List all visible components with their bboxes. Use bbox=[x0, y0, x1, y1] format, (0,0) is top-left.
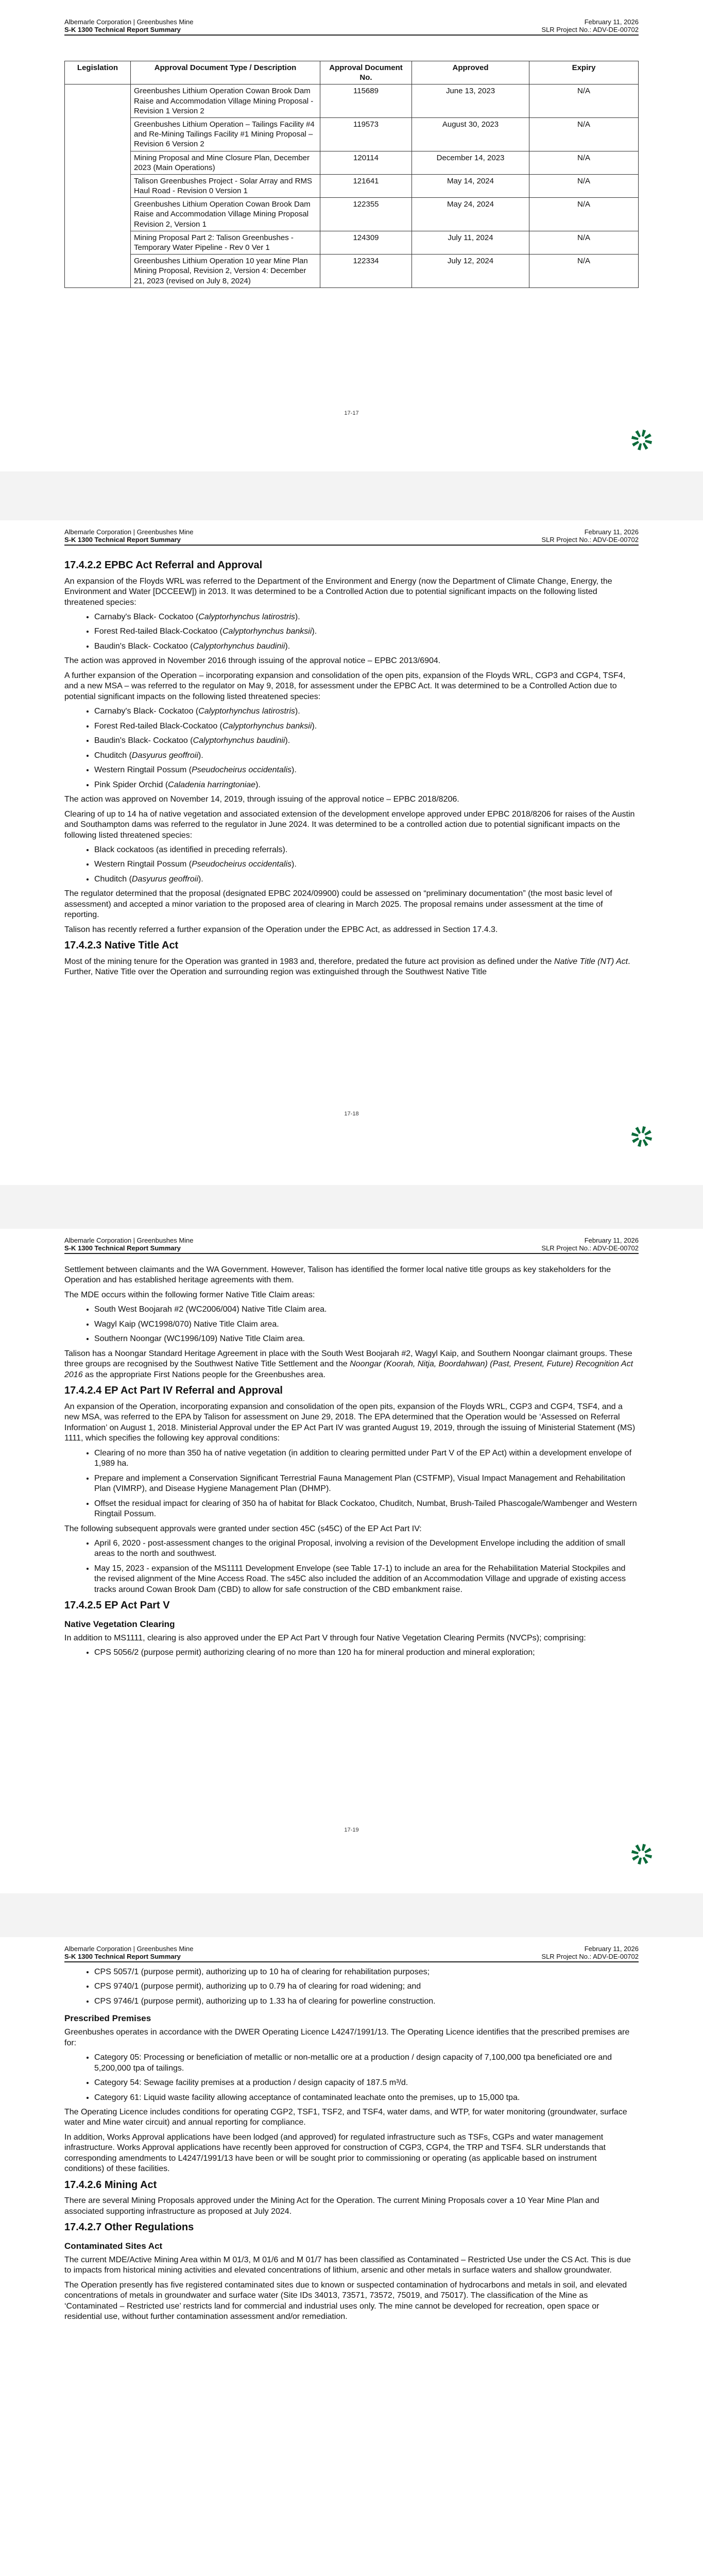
cell-expiry: N/A bbox=[529, 174, 639, 197]
list-item: • Prepare and implement a Conservation Significant Terrestrial Fauna Management Plan (CSTFMP), Visual Impact Management and Rehabilitation Plan (VIMRP), and Disease Hygiene Management Plan (DHMP). bbox=[94, 1473, 639, 1495]
cell-expiry: N/A bbox=[529, 255, 639, 288]
heading-native-vegetation-clearing: Native Vegetation Clearing bbox=[64, 1619, 175, 1629]
cell-doc-no: 122334 bbox=[320, 255, 412, 288]
col-description: Approval Document Type / Description bbox=[131, 61, 320, 84]
list-item: • CPS 9746/1 (purpose permit), authorizing up to 1.33 ha of clearing for powerline construction. bbox=[94, 1996, 639, 2007]
albemarle-logo-icon bbox=[629, 1124, 654, 1149]
page-number: 17-17 bbox=[344, 410, 359, 416]
list-item: • Chuditch (Dasyurus geoffroii). bbox=[94, 874, 639, 885]
cell-legislation bbox=[65, 84, 131, 287]
paragraph: Settlement between claimants and the WA Government. However, Talison has identified the former local native title groups as key stakeholders for the Operation and has established heritage agreements with them. bbox=[64, 1265, 611, 1285]
page-17-20 bbox=[0, 1937, 703, 2576]
page-header bbox=[64, 1236, 639, 1254]
page-number: 17-19 bbox=[344, 1827, 359, 1833]
subsequent-approvals-list bbox=[64, 1538, 639, 1595]
list-item: • Category 54: Sewage facility premises at a production / design capacity of 187.5 m³/d. bbox=[94, 2078, 639, 2088]
header-report-title: S-K 1300 Technical Report Summary bbox=[64, 26, 181, 33]
cell-approved: June 13, 2023 bbox=[412, 84, 529, 118]
cell-approved: May 14, 2024 bbox=[412, 174, 529, 197]
list-item: • Offset the residual impact for clearing of 350 ha of habitat for Black Cockatoo, Chuditch, Numbat, Brush-Tailed Phascogale/Wambenger and Western Ringtail Possum. bbox=[94, 1499, 639, 1520]
paragraph: The action was approved in November 2016 through issuing of the approval notice – EPBC 2013/6904. bbox=[64, 656, 441, 666]
paragraph: In addition to MS1111, clearing is also approved under the EP Act Part V through four Native Vegetation Clearing Permits (NVCPs); comprising: bbox=[64, 1633, 586, 1642]
cell-doc-no: 122355 bbox=[320, 198, 412, 231]
cell-description: Greenbushes Lithium Operation 10 year Mine Plan Mining Proposal, Revision 2, Version 4: December 21, 2023 (revised on July 8, 2024) bbox=[131, 255, 320, 288]
list-item: • April 6, 2020 - post-assessment changes to the original Proposal, involving a revision of the Development Envelope including the addition of small areas to the north and southwest. bbox=[94, 1538, 639, 1560]
paragraph: In addition, Works Approval applications have been lodged (and approved) for regulated infrastructure such as TSFs, CGPs and water management infrastructure. Works Approval applications have recently been approved for construction of CGP3, CGP4, the TRP and TSF4. SLR understands that corresponding amendments to L4247/1991/13 have been or will be sought prior to commissioning or operating (as applicable based on instrument conditions) of these facilities. bbox=[64, 2132, 606, 2174]
list-item: • May 15, 2023 - expansion of the MS1111 Development Envelope (see Table 17-1) to include an area for the Rehabilitation Material Stockpiles and the revised alignment of the Mine Access Road. The s45C also included the addition of an Accommodation Village and upgrade of existing access tracks around Cowan Brook Dam (CBD) to allow for safe construction of the CBD embankment raise. bbox=[94, 1564, 639, 1595]
nvcp-list bbox=[64, 1648, 639, 1658]
list-item: • Forest Red-tailed Black-Cockatoo (Calyptorhynchus banksii). bbox=[94, 721, 639, 732]
list-item: • Wagyl Kaip (WC1998/070) Native Title Claim area. bbox=[94, 1319, 639, 1330]
paragraph: The regulator determined that the proposal (designated EPBC 2024/09900) could be assessed on “preliminary documentation” (the most basic level of assessment) and accepted a minor variation to the proposed area of clearing in March 2025. The proposal remains under assessment at the time of reporting. bbox=[64, 889, 612, 920]
cell-approved: July 12, 2024 bbox=[412, 255, 529, 288]
col-expiry: Expiry bbox=[529, 61, 639, 84]
nvcp-list-continued bbox=[64, 1967, 639, 2007]
heading-ep-act-part-iv: 17.4.2.4 EP Act Part IV Referral and Approval bbox=[64, 1385, 283, 1397]
cell-expiry: N/A bbox=[529, 84, 639, 118]
list-item: • Category 05: Processing or beneficiation of metallic or non-metallic ore at a production / design capacity of 7,100,000 tpa beneficiated ore and 5,200,000 tpa of tailings. bbox=[94, 2053, 639, 2074]
list-item: • Baudin's Black- Cockatoo (Calyptorhynchus baudinii). bbox=[94, 641, 639, 652]
header-date: February 11, 2026 bbox=[584, 18, 639, 26]
list-item: • CPS 9740/1 (purpose permit), authorizing up to 0.79 ha of clearing for road widening; and bbox=[94, 1981, 639, 1992]
cell-description: Mining Proposal Part 2: Talison Greenbushes - Temporary Water Pipeline - Rev 0 Ver 1 bbox=[131, 231, 320, 254]
header-report-title: S-K 1300 Technical Report Summary bbox=[64, 1953, 181, 1960]
table-row bbox=[65, 231, 639, 254]
list-item: • Category 61: Liquid waste facility allowing acceptance of contaminated leachate onto the premises, up to 15,000 tpa. bbox=[94, 2093, 639, 2103]
header-company: Albemarle Corporation | Greenbushes Mine bbox=[64, 1945, 194, 1953]
paragraph: Clearing of up to 14 ha of native vegetation and associated extension of the development envelope approved under EPBC 2018/8206 for raises of the Austin and Southampton dams was referred to the regulator in June 2024. It was determined to be a controlled action due to potential significant impacts on the following listed threatened species: bbox=[64, 809, 635, 840]
header-report-title: S-K 1300 Technical Report Summary bbox=[64, 1244, 181, 1252]
cell-expiry: N/A bbox=[529, 117, 639, 151]
table-row bbox=[65, 117, 639, 151]
paragraph: Talison has a Noongar Standard Heritage Agreement in place with the South West Boojarah #2, Wagyl Kaip, and Southern Noongar claimant groups. These three groups are recognised by the Southwest Native Title Settlement and the Noongar (Koorah, Nitja, Boordahwan) (Past, Present, Future) Recognition Act 2016 as the appropriate First Nations people for the Greenbushes area. bbox=[64, 1349, 633, 1379]
header-project-no: SLR Project No.: ADV-DE-00702 bbox=[541, 1953, 639, 1960]
header-date: February 11, 2026 bbox=[584, 528, 639, 536]
heading-other-regulations: 17.4.2.7 Other Regulations bbox=[64, 2222, 194, 2233]
paragraph: The Operating Licence includes conditions for operating CGP2, TSF1, TSF2, and TSF4, water dams, and WTP, for water monitoring (groundwater, surface water and Mine water circuit) and annual reporting for compliance. bbox=[64, 2107, 627, 2127]
list-item: • South West Boojarah #2 (WC2006/004) Native Title Claim area. bbox=[94, 1304, 639, 1315]
paragraph: The following subsequent approvals were granted under section 45C (s45C) of the EP Act Part IV: bbox=[64, 1524, 422, 1533]
heading-ep-act-part-v: 17.4.2.5 EP Act Part V bbox=[64, 1600, 170, 1612]
list-item: • Black cockatoos (as identified in preceding referrals). bbox=[94, 845, 639, 855]
cell-doc-no: 121641 bbox=[320, 174, 412, 197]
claims-list bbox=[64, 1304, 639, 1344]
albemarle-logo-icon bbox=[629, 1842, 654, 1867]
header-company: Albemarle Corporation | Greenbushes Mine bbox=[64, 1236, 194, 1244]
cell-approved: May 24, 2024 bbox=[412, 198, 529, 231]
list-item: • Western Ringtail Possum (Pseudocheirus occidentalis). bbox=[94, 765, 639, 775]
species-list-2 bbox=[64, 706, 639, 790]
table-row bbox=[65, 84, 639, 118]
cell-description: Greenbushes Lithium Operation Cowan Brook Dam Raise and Accommodation Village Mining Proposal - Revision 1 Version 2 bbox=[131, 84, 320, 118]
cell-approved: July 11, 2024 bbox=[412, 231, 529, 254]
table-header-row bbox=[65, 61, 639, 84]
cell-doc-no: 119573 bbox=[320, 117, 412, 151]
page-number: 17-18 bbox=[344, 1111, 359, 1117]
page-17-18 bbox=[0, 520, 703, 1185]
header-project-no: SLR Project No.: ADV-DE-00702 bbox=[541, 26, 639, 33]
table-row bbox=[65, 255, 639, 288]
list-item: • Forest Red-tailed Black-Cockatoo (Calyptorhynchus banksii). bbox=[94, 626, 639, 637]
cell-doc-no: 115689 bbox=[320, 84, 412, 118]
list-item: • CPS 5056/2 (purpose permit) authorizing clearing of no more than 120 ha for mineral production and mineral exploration; bbox=[94, 1648, 639, 1658]
paragraph: Talison has recently referred a further expansion of the Operation under the EPBC Act, as addressed in Section 17.4.3. bbox=[64, 925, 498, 934]
col-doc-no: Approval Document No. bbox=[320, 61, 412, 84]
paragraph: The action was approved on November 14, 2019, through issuing of the approval notice – EPBC 2018/8206. bbox=[64, 795, 459, 804]
cell-description: Greenbushes Lithium Operation Cowan Brook Dam Raise and Accommodation Village Mining Proposal Revision 2, Version 1 bbox=[131, 198, 320, 231]
col-legislation: Legislation bbox=[65, 61, 131, 84]
cell-doc-no: 124309 bbox=[320, 231, 412, 254]
list-item: • CPS 5057/1 (purpose permit), authorizing up to 10 ha of clearing for rehabilitation purposes; bbox=[94, 1967, 639, 1977]
paragraph: The Operation presently has five registered contaminated sites due to known or suspected contamination of hydrocarbons and metals in soil, and elevated concentrations of metals in groundwater and surface water (Site IDs 34013, 73571, 73572, 75019, and 75017). The classification of the Mine as ‘Contaminated – Restricted use’ restricts land for commercial and industrial uses only. The mine cannot be developed for recreation, open space or residential use, without further contamination assessment and/or remediation. bbox=[64, 2280, 627, 2321]
table-row bbox=[65, 198, 639, 231]
cell-expiry: N/A bbox=[529, 231, 639, 254]
approvals-table bbox=[64, 61, 639, 288]
heading-mining-act: 17.4.2.6 Mining Act bbox=[64, 2179, 157, 2191]
page-header bbox=[64, 1945, 639, 1962]
header-company: Albemarle Corporation | Greenbushes Mine bbox=[64, 18, 194, 26]
paragraph: The MDE occurs within the following former Native Title Claim areas: bbox=[64, 1290, 315, 1299]
list-item: • Clearing of no more than 350 ha of native vegetation (in addition to clearing permitted under Part V of the EP Act) within a development envelope of 1,989 ha. bbox=[94, 1448, 639, 1469]
heading-prescribed-premises: Prescribed Premises bbox=[64, 2013, 151, 2024]
cell-doc-no: 120114 bbox=[320, 151, 412, 174]
species-list-3 bbox=[64, 845, 639, 885]
list-item: • Pink Spider Orchid (Caladenia harringtoniae). bbox=[94, 780, 639, 790]
list-item: • Carnaby's Black- Cockatoo (Calyptorhynchus latirostris). bbox=[94, 706, 639, 717]
header-date: February 11, 2026 bbox=[584, 1236, 639, 1244]
heading-epbc-act: 17.4.2.2 EPBC Act Referral and Approval bbox=[64, 560, 263, 571]
paragraph: An expansion of the Operation, incorporating expansion and consolidation of the open pits, expansion of the Floyds WRL, CGP3 and CGP4, TSF4, and a new MSA, was referred to the EPA by Talison for assessment on June 29, 2018. The EPA determined that the Operation would be ‘Assessed on Referral Information’ on August 1, 2018. Ministerial Approval under the EP Act Part IV was granted August 19, 2019, through the issuing of Ministerial Statement (MS) 1111, which specifies the following key approval conditions: bbox=[64, 1402, 636, 1443]
page-17-17 bbox=[0, 0, 703, 471]
table-row bbox=[65, 151, 639, 174]
species-list-1 bbox=[64, 612, 639, 652]
categories-list bbox=[64, 2053, 639, 2103]
list-item: • Baudin's Black- Cockatoo (Calyptorhynchus baudinii). bbox=[94, 736, 639, 746]
paragraph: The current MDE/Active Mining Area within M 01/3, M 01/6 and M 01/7 has been classified as Contaminated – Restricted Use under the CS Act. This is due to impacts from historical mining activities and elevated concentrations of lithium, arsenic and other metals in surface waters and shallow groundwater. bbox=[64, 2255, 631, 2275]
cell-description: Greenbushes Lithium Operation – Tailings Facility #4 and Re-Mining Tailings Facility #1 Mining Proposal – Revision 6 Version 2 bbox=[131, 117, 320, 151]
header-project-no: SLR Project No.: ADV-DE-00702 bbox=[541, 1244, 639, 1252]
paragraph: Most of the mining tenure for the Operation was granted in 1983 and, therefore, predated the future act provision as defined under the Native Title (NT) Act. Further, Native Title over the Operation and surrounding region was extinguished through the Southwest Native Title bbox=[64, 957, 630, 977]
conditions-list bbox=[64, 1448, 639, 1520]
table-row bbox=[65, 174, 639, 197]
albemarle-logo-icon bbox=[629, 428, 654, 452]
heading-contaminated-sites-act: Contaminated Sites Act bbox=[64, 2241, 163, 2251]
list-item: • Southern Noongar (WC1996/109) Native Title Claim area. bbox=[94, 1334, 639, 1344]
page-17-19 bbox=[0, 1229, 703, 1893]
cell-approved: December 14, 2023 bbox=[412, 151, 529, 174]
paragraph: There are several Mining Proposals approved under the Mining Act for the Operation. The current Mining Proposals cover a 10 Year Mine Plan and associated supporting infrastructure as proposed at July 2024. bbox=[64, 2196, 599, 2216]
cell-expiry: N/A bbox=[529, 198, 639, 231]
list-item: • Carnaby's Black- Cockatoo (Calyptorhynchus latirostris). bbox=[94, 612, 639, 622]
page-header bbox=[64, 18, 639, 36]
paragraph: An expansion of the Floyds WRL was referred to the Department of the Environment and Energy (now the Department of Climate Change, Energy, the Environment and Water [DCCEEW]) in 2013. It was determined to be a Controlled Action due to potential significant impacts on the following listed threatened species: bbox=[64, 577, 612, 607]
cell-description: Talison Greenbushes Project - Solar Array and RMS Haul Road - Revision 0 Version 1 bbox=[131, 174, 320, 197]
paragraph: A further expansion of the Operation – incorporating expansion and consolidation of the open pits, expansion of the Floyds WRL, CGP3 and CGP4, TSF4, and a new MSA – was referred to the regulator on May 9, 2018, for assessment under the EPBC Act. It was determined to be a Controlled Action due to potential significant impacts on the following listed threatened species: bbox=[64, 671, 626, 701]
cell-description: Mining Proposal and Mine Closure Plan, December 2023 (Main Operations) bbox=[131, 151, 320, 174]
cell-approved: August 30, 2023 bbox=[412, 117, 529, 151]
list-item: • Chuditch (Dasyurus geoffroii). bbox=[94, 751, 639, 761]
col-approved: Approved bbox=[412, 61, 529, 84]
header-project-no: SLR Project No.: ADV-DE-00702 bbox=[541, 536, 639, 544]
header-report-title: S-K 1300 Technical Report Summary bbox=[64, 536, 181, 544]
header-company: Albemarle Corporation | Greenbushes Mine bbox=[64, 528, 194, 536]
page-header bbox=[64, 528, 639, 546]
list-item: • Western Ringtail Possum (Pseudocheirus occidentalis). bbox=[94, 859, 639, 870]
header-date: February 11, 2026 bbox=[584, 1945, 639, 1953]
heading-native-title-act: 17.4.2.3 Native Title Act bbox=[64, 940, 179, 952]
paragraph: Greenbushes operates in accordance with the DWER Operating Licence L4247/1991/13. The Operating Licence identifies that the prescribed premises are for: bbox=[64, 2028, 630, 2047]
cell-expiry: N/A bbox=[529, 151, 639, 174]
